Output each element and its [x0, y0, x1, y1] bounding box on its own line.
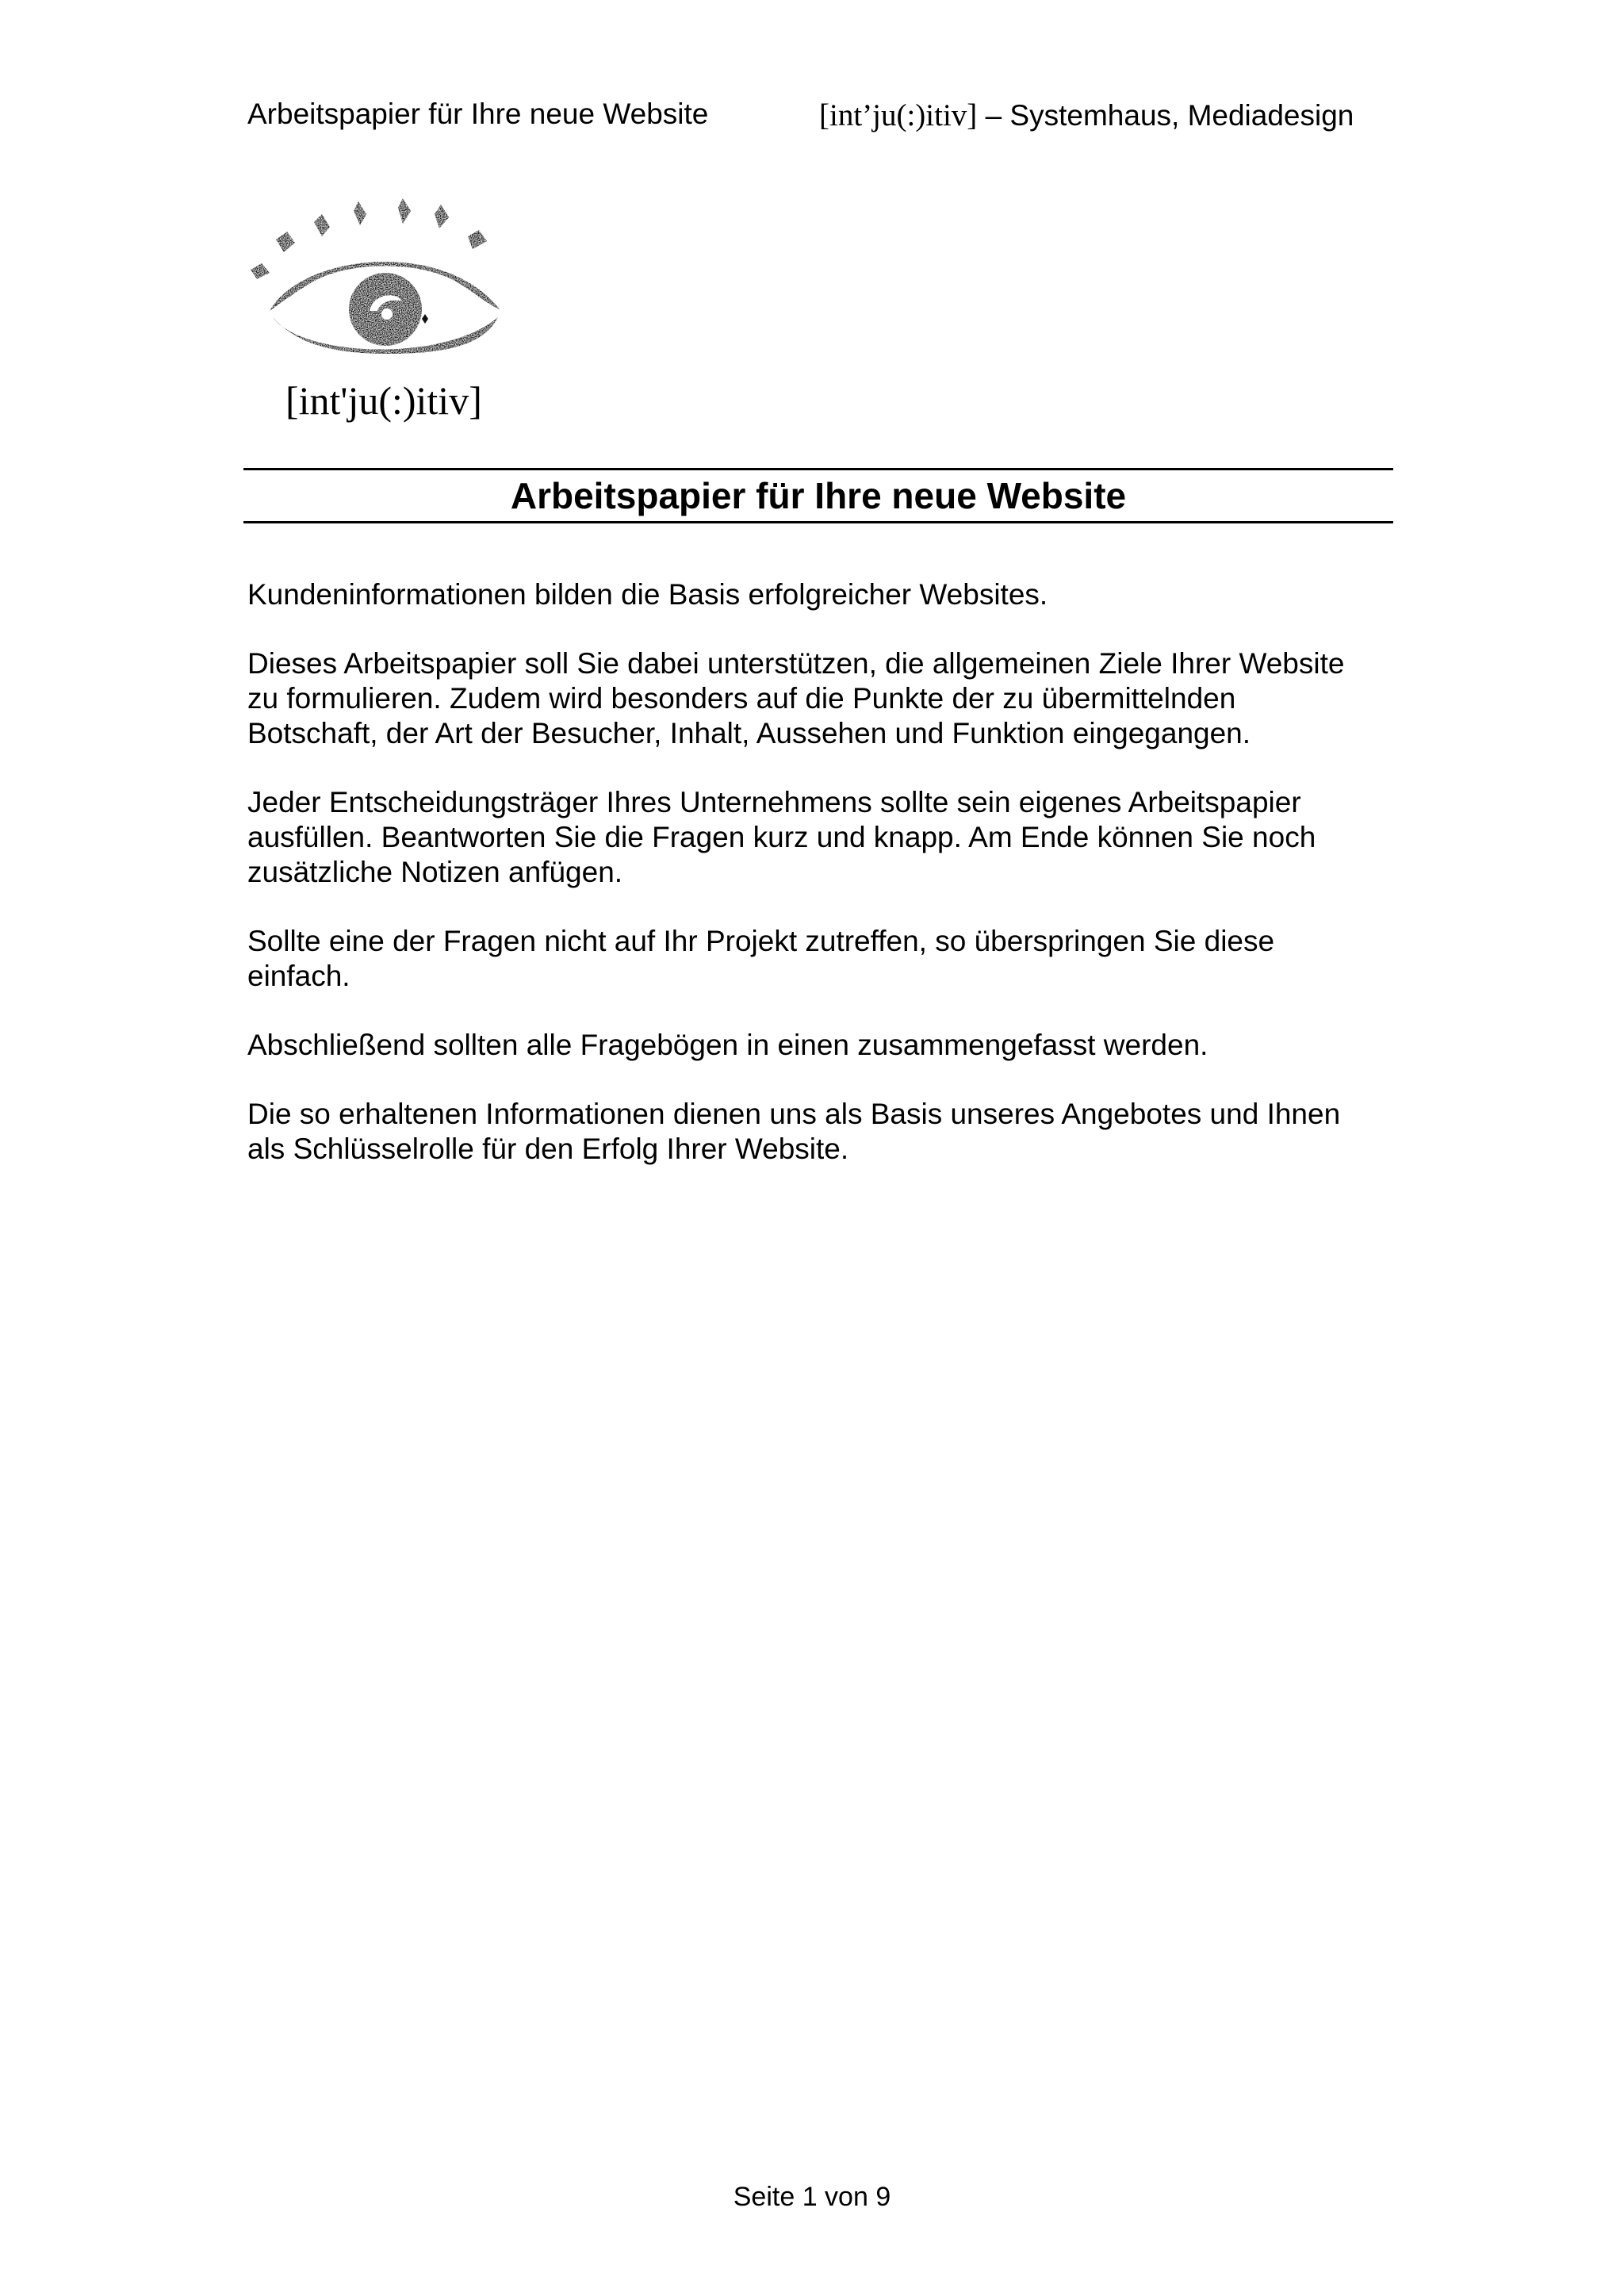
paragraph-line: Abschließend sollten alle Fragebögen in einen zusammengefasst werden. — [247, 1029, 1208, 1061]
paragraph-line: Die so erhaltenen Informationen dienen uns als Basis unseres Angebotes und Ihnen — [247, 1098, 1341, 1130]
paragraph-line: Dieses Arbeitspapier soll Sie dabei unterstützen, die allgemeinen Ziele Ihrer Website — [247, 647, 1345, 680]
paragraph-line: einfach. — [247, 960, 350, 992]
paragraph-instructions — [247, 785, 1405, 890]
document-title: Arbeitspapier für Ihre neue Website — [510, 475, 1127, 516]
paragraph-skip-note — [247, 924, 1405, 994]
page-number: Seite 1 von 9 — [733, 2182, 891, 2212]
paragraph-line: ausfüllen. Beantworten Sie die Fragen kurz und knapp. Am Ende können Sie noch — [247, 821, 1316, 853]
paragraph-line: Sollte eine der Fragen nicht auf Ihr Projekt zutreffen, so überspringen Sie diese — [247, 925, 1275, 957]
eye-icon — [246, 190, 511, 366]
running-header-left: Arbeitspapier für Ihre neue Website — [247, 98, 709, 130]
title-rule-bottom — [243, 521, 1393, 523]
paragraph-closing — [247, 1097, 1405, 1167]
paragraph-line: Kundeninformationen bilden die Basis erfolgreicher Websites. — [247, 578, 1048, 611]
logo-wordmark: [int'ju(:)itiv] — [285, 378, 482, 423]
paragraph-line: zu formulieren. Zudem wird besonders auf die Punkte der zu übermittelnden — [247, 682, 1236, 715]
paragraph-line: zusätzliche Notizen anfügen. — [247, 856, 623, 888]
running-header-right — [819, 98, 1354, 133]
document-body — [247, 577, 1405, 1201]
paragraph-purpose — [247, 646, 1405, 751]
paragraph-line: Jeder Entscheidungsträger Ihres Unternehmens sollte sein eigenes Arbeitspapier — [247, 786, 1301, 818]
paragraph-intro — [247, 577, 1405, 612]
header-brand: [int’ju(:)itiv] — [819, 98, 978, 132]
header-company-suffix: – Systemhaus, Mediadesign — [977, 99, 1354, 132]
paragraph-summary — [247, 1028, 1405, 1063]
paragraph-line: Botschaft, der Art der Besucher, Inhalt, Aussehen und Funktion eingegangen. — [247, 717, 1251, 749]
paragraph-line: als Schlüsselrolle für den Erfolg Ihrer Website. — [247, 1133, 849, 1165]
title-rule-top — [243, 468, 1393, 470]
